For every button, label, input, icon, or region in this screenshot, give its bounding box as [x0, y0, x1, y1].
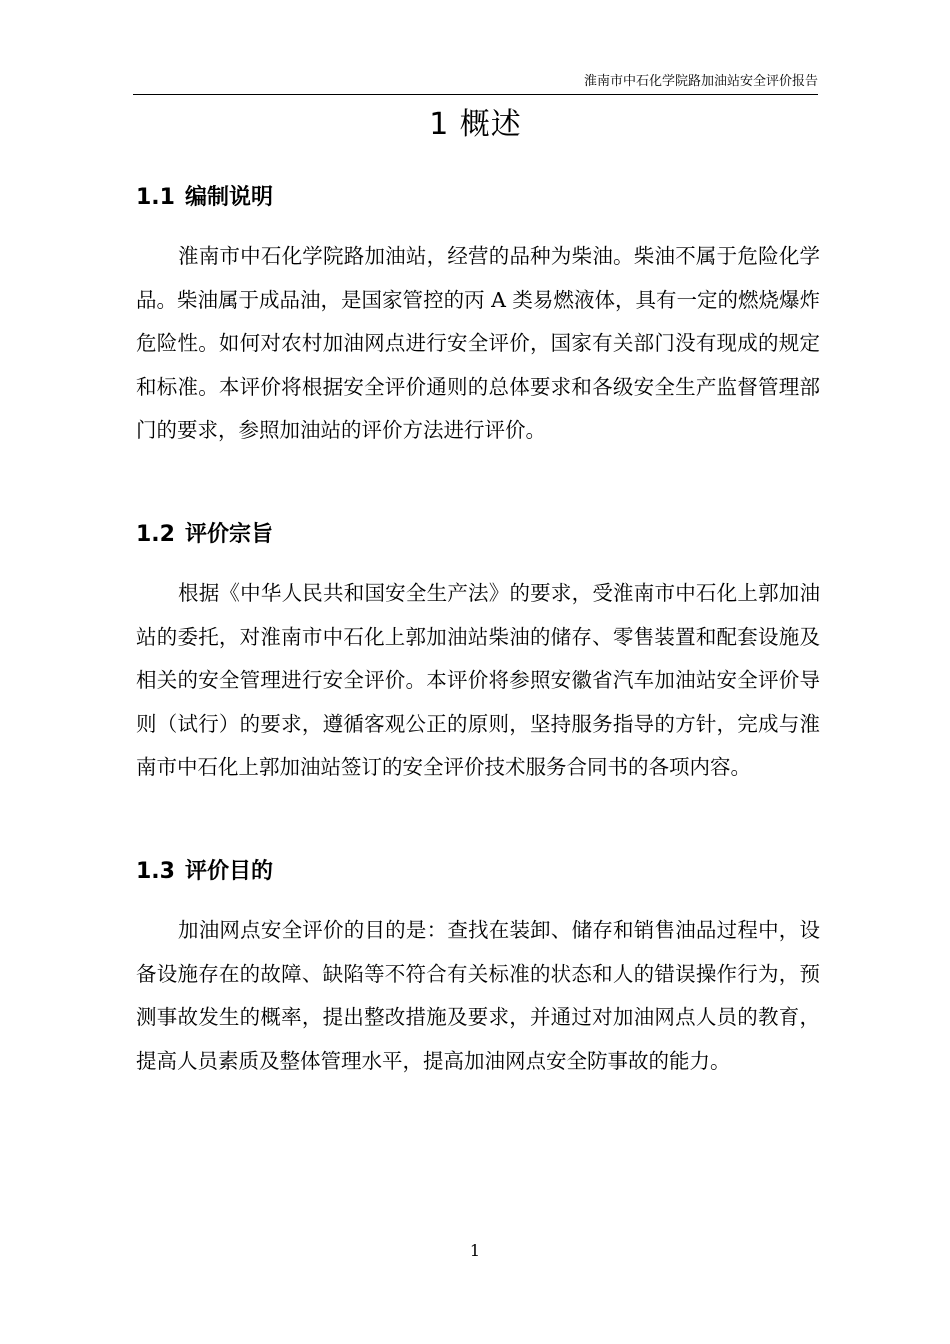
section-heading-1-1 [136, 182, 273, 214]
section-paragraph-1-3: 加油网点安全评价的目的是：查找在装卸、储存和销售油品过程中，设备设施存在的故障、缺陷等不符合有关标准的状态和人的错误操作行为，预测事故发生的概率，提出整改措施及要求，并通过对加油网点人员的教育，提高人员素质及整体管理水平，提高加油网点安全防事故的能力。 [136, 918, 820, 1073]
section-number: 1.1 [136, 185, 175, 210]
page-header [133, 72, 818, 95]
section-paragraph-1-1: 淮南市中石化学院路加油站，经营的品种为柴油。柴油不属于危险化学品。柴油属于成品油，是国家管控的丙 A 类易燃液体，具有一定的燃烧爆炸危险性。如何对农村加油网点进行安全评价，国家有关部门没有现成的规定和标准。本评价将根据安全评价通则的总体要求和各级安全生产监督管理部门的要求，参照加油站的评价方法进行评价。 [136, 244, 820, 442]
section-title: 评价宗旨 [184, 522, 273, 547]
section-heading-1-2 [136, 519, 273, 551]
section-paragraph-1-2: 根据《中华人民共和国安全生产法》的要求，受淮南市中石化上郭加油站的委托，对淮南市中石化上郭加油站柴油的储存、零售装置和配套设施及相关的安全管理进行安全评价。本评价将参照安徽省汽车加油站安全评价导则（试行）的要求，遵循客观公正的原则，坚持服务指导的方针，完成与淮南市中石化上郭加油站签订的安全评价技术服务合同书的各项内容。 [136, 581, 820, 779]
page-number: 1 [469, 1241, 481, 1260]
chapter-title: 1 概述 [429, 107, 522, 142]
section-number: 1.3 [136, 859, 175, 884]
section-title: 编制说明 [184, 185, 273, 210]
section-heading-1-3 [136, 856, 273, 888]
header-text-station: 淮南市中石化学院路加油站 [583, 74, 740, 89]
section-number: 1.2 [136, 522, 175, 547]
section-title: 评价目的 [184, 859, 273, 884]
header-text-report: 安全评价报告 [739, 74, 818, 89]
